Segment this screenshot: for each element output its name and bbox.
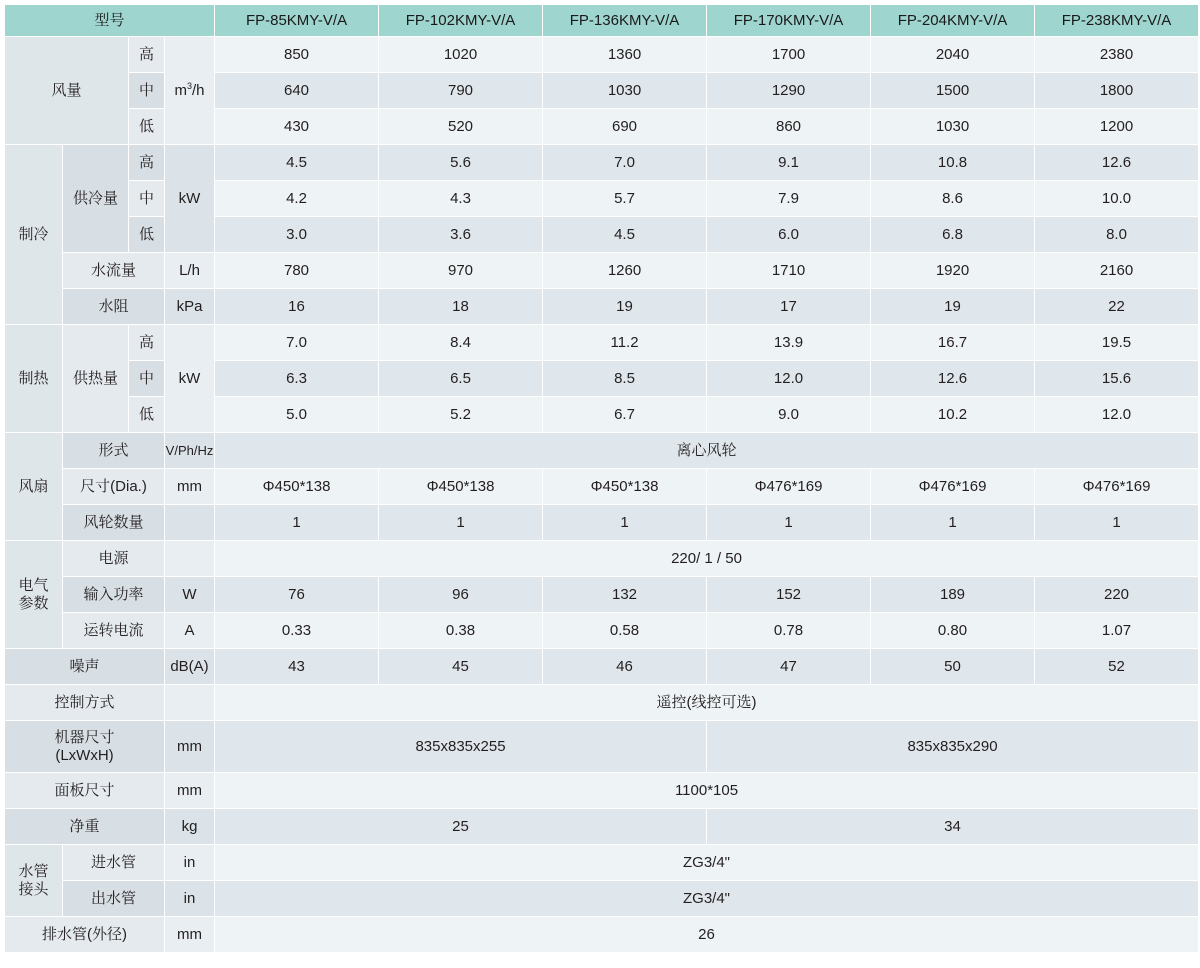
group-fan: 风扇 bbox=[5, 433, 63, 541]
unit-blank bbox=[165, 505, 215, 541]
cell-value: 430 bbox=[215, 109, 379, 145]
value-unit-size-left: 835x835x255 bbox=[215, 721, 707, 773]
cell-value: 850 bbox=[215, 37, 379, 73]
cell-value: 6.5 bbox=[379, 361, 543, 397]
value-outlet-pipe: ZG3/4" bbox=[215, 881, 1199, 917]
label-fan-count: 风轮数量 bbox=[63, 505, 165, 541]
cell-value: 1.07 bbox=[1035, 613, 1199, 649]
cell-value: Φ450*138 bbox=[379, 469, 543, 505]
row-running-current bbox=[5, 613, 1199, 649]
cell-value: 7.9 bbox=[707, 181, 871, 217]
unit-kg: kg bbox=[165, 809, 215, 845]
cell-value: 7.0 bbox=[215, 325, 379, 361]
cell-value: 0.80 bbox=[871, 613, 1035, 649]
row-inlet-pipe bbox=[5, 845, 1199, 881]
cell-value: 76 bbox=[215, 577, 379, 613]
group-electrical bbox=[5, 541, 63, 649]
row-net-weight bbox=[5, 809, 1199, 845]
row-power-supply bbox=[5, 541, 1199, 577]
label-high: 高 bbox=[129, 37, 165, 73]
cell-value: Φ450*138 bbox=[215, 469, 379, 505]
header-model-6: FP-238KMY-V/A bbox=[1035, 5, 1199, 37]
cell-value: 47 bbox=[707, 649, 871, 685]
unit-mm: mm bbox=[165, 469, 215, 505]
cell-value: 12.0 bbox=[1035, 397, 1199, 433]
cell-value: 52 bbox=[1035, 649, 1199, 685]
row-input-power bbox=[5, 577, 1199, 613]
cell-value: 10.2 bbox=[871, 397, 1035, 433]
unit-w: W bbox=[165, 577, 215, 613]
group-electrical-line2: 参数 bbox=[18, 594, 49, 612]
unit-mm: mm bbox=[165, 773, 215, 809]
unit-kw: kW bbox=[165, 325, 215, 433]
cell-value: 8.0 bbox=[1035, 217, 1199, 253]
unit-in: in bbox=[165, 845, 215, 881]
row-heating-high bbox=[5, 325, 1199, 361]
value-net-weight-right: 34 bbox=[707, 809, 1199, 845]
value-fan-type: 离心风轮 bbox=[215, 433, 1199, 469]
value-unit-size-right: 835x835x290 bbox=[707, 721, 1199, 773]
label-noise: 噪声 bbox=[5, 649, 165, 685]
row-water-flow bbox=[5, 253, 1199, 289]
cell-value: 1260 bbox=[543, 253, 707, 289]
label-unit-size bbox=[5, 721, 165, 773]
cell-value: 10.0 bbox=[1035, 181, 1199, 217]
cell-value: 11.2 bbox=[543, 325, 707, 361]
label-low: 低 bbox=[129, 217, 165, 253]
value-power-supply: 220/ 1 / 50 bbox=[215, 541, 1199, 577]
row-airflow-high bbox=[5, 37, 1199, 73]
group-electrical-line1: 电气 bbox=[18, 576, 49, 594]
label-mid: 中 bbox=[129, 181, 165, 217]
cell-value: 2160 bbox=[1035, 253, 1199, 289]
label-panel-size: 面板尺寸 bbox=[5, 773, 165, 809]
cell-value: 12.0 bbox=[707, 361, 871, 397]
cell-value: 640 bbox=[215, 73, 379, 109]
unit-dba: dB(A) bbox=[165, 649, 215, 685]
unit-airflow-suffix: /h bbox=[192, 82, 205, 99]
label-power-supply: 电源 bbox=[63, 541, 165, 577]
specification-table bbox=[4, 4, 1199, 953]
cell-value: 1200 bbox=[1035, 109, 1199, 145]
cell-value: 5.2 bbox=[379, 397, 543, 433]
cell-value: 16.7 bbox=[871, 325, 1035, 361]
label-net-weight: 净重 bbox=[5, 809, 165, 845]
label-heating-capacity: 供热量 bbox=[63, 325, 129, 433]
cell-value: 1500 bbox=[871, 73, 1035, 109]
cell-value: 9.1 bbox=[707, 145, 871, 181]
cell-value: 0.38 bbox=[379, 613, 543, 649]
cell-value: 7.0 bbox=[543, 145, 707, 181]
cell-value: 96 bbox=[379, 577, 543, 613]
cell-value: 3.0 bbox=[215, 217, 379, 253]
cell-value: 50 bbox=[871, 649, 1035, 685]
label-running-current: 运转电流 bbox=[63, 613, 165, 649]
header-model-label: 型号 bbox=[5, 5, 215, 37]
label-water-flow: 水流量 bbox=[63, 253, 165, 289]
cell-value: 4.5 bbox=[215, 145, 379, 181]
cell-value: 1 bbox=[543, 505, 707, 541]
row-fan-size bbox=[5, 469, 1199, 505]
unit-lh: L/h bbox=[165, 253, 215, 289]
cell-value: 8.5 bbox=[543, 361, 707, 397]
label-cooling-capacity: 供冷量 bbox=[63, 145, 129, 253]
value-drain-pipe: 26 bbox=[215, 917, 1199, 953]
cell-value: 0.58 bbox=[543, 613, 707, 649]
label-low: 低 bbox=[129, 397, 165, 433]
cell-value: 1920 bbox=[871, 253, 1035, 289]
value-control-mode: 遥控(线控可选) bbox=[215, 685, 1199, 721]
cell-value: 19.5 bbox=[1035, 325, 1199, 361]
cell-value: 790 bbox=[379, 73, 543, 109]
cell-value: 0.78 bbox=[707, 613, 871, 649]
cell-value: 0.33 bbox=[215, 613, 379, 649]
row-cooling-high bbox=[5, 145, 1199, 181]
cell-value: 12.6 bbox=[1035, 145, 1199, 181]
unit-kpa: kPa bbox=[165, 289, 215, 325]
cell-value: 780 bbox=[215, 253, 379, 289]
cell-value: 5.0 bbox=[215, 397, 379, 433]
cell-value: 690 bbox=[543, 109, 707, 145]
cell-value: 8.4 bbox=[379, 325, 543, 361]
cell-value: 6.8 bbox=[871, 217, 1035, 253]
value-panel-size: 1100*105 bbox=[215, 773, 1199, 809]
cell-value: 3.6 bbox=[379, 217, 543, 253]
header-model-5: FP-204KMY-V/A bbox=[871, 5, 1035, 37]
cell-value: 1700 bbox=[707, 37, 871, 73]
cell-value: 1020 bbox=[379, 37, 543, 73]
cell-value: 860 bbox=[707, 109, 871, 145]
cell-value: 5.7 bbox=[543, 181, 707, 217]
cell-value: 1 bbox=[215, 505, 379, 541]
cell-value: 4.2 bbox=[215, 181, 379, 217]
cell-value: 13.9 bbox=[707, 325, 871, 361]
cell-value: Φ476*169 bbox=[871, 469, 1035, 505]
row-drain-pipe bbox=[5, 917, 1199, 953]
cell-value: 189 bbox=[871, 577, 1035, 613]
cell-value: 6.3 bbox=[215, 361, 379, 397]
cell-value: 6.7 bbox=[543, 397, 707, 433]
group-pipe-joint bbox=[5, 845, 63, 917]
cell-value: Φ476*169 bbox=[707, 469, 871, 505]
cell-value: 8.6 bbox=[871, 181, 1035, 217]
unit-a: A bbox=[165, 613, 215, 649]
cell-value: 17 bbox=[707, 289, 871, 325]
value-inlet-pipe: ZG3/4" bbox=[215, 845, 1199, 881]
unit-in: in bbox=[165, 881, 215, 917]
row-panel-size bbox=[5, 773, 1199, 809]
label-control-mode: 控制方式 bbox=[5, 685, 165, 721]
cell-value: 4.5 bbox=[543, 217, 707, 253]
cell-value: 6.0 bbox=[707, 217, 871, 253]
unit-kw: kW bbox=[165, 145, 215, 253]
cell-value: 18 bbox=[379, 289, 543, 325]
cell-value: 1360 bbox=[543, 37, 707, 73]
cell-value: 15.6 bbox=[1035, 361, 1199, 397]
header-model-4: FP-170KMY-V/A bbox=[707, 5, 871, 37]
label-water-resistance: 水阻 bbox=[63, 289, 165, 325]
label-input-power: 输入功率 bbox=[63, 577, 165, 613]
label-fan-type: 形式 bbox=[63, 433, 165, 469]
cell-value: 1290 bbox=[707, 73, 871, 109]
cell-value: 1030 bbox=[543, 73, 707, 109]
unit-vphhz: V/Ph/Hz bbox=[165, 433, 215, 469]
label-fan-size: 尺寸(Dia.) bbox=[63, 469, 165, 505]
cell-value: 520 bbox=[379, 109, 543, 145]
cell-value: 2380 bbox=[1035, 37, 1199, 73]
label-high: 高 bbox=[129, 325, 165, 361]
cell-value: 1 bbox=[1035, 505, 1199, 541]
cell-value: 9.0 bbox=[707, 397, 871, 433]
row-unit-size bbox=[5, 721, 1199, 773]
cell-value: Φ476*169 bbox=[1035, 469, 1199, 505]
group-pipe-line2: 接头 bbox=[18, 880, 49, 898]
label-drain-pipe: 排水管(外径) bbox=[5, 917, 165, 953]
row-fan-count bbox=[5, 505, 1199, 541]
cell-value: 132 bbox=[543, 577, 707, 613]
group-airflow: 风量 bbox=[5, 37, 129, 145]
label-mid: 中 bbox=[129, 361, 165, 397]
group-pipe-line1: 水管 bbox=[18, 862, 49, 880]
cell-value: 19 bbox=[871, 289, 1035, 325]
cell-value: 10.8 bbox=[871, 145, 1035, 181]
cell-value: 22 bbox=[1035, 289, 1199, 325]
cell-value: 4.3 bbox=[379, 181, 543, 217]
label-unit-size-line2: (LxWxH) bbox=[55, 746, 114, 764]
cell-value: 43 bbox=[215, 649, 379, 685]
cell-value: 970 bbox=[379, 253, 543, 289]
cell-value: 45 bbox=[379, 649, 543, 685]
cell-value: 152 bbox=[707, 577, 871, 613]
header-model-3: FP-136KMY-V/A bbox=[543, 5, 707, 37]
cell-value: Φ450*138 bbox=[543, 469, 707, 505]
unit-mm: mm bbox=[165, 917, 215, 953]
label-inlet-pipe: 进水管 bbox=[63, 845, 165, 881]
label-outlet-pipe: 出水管 bbox=[63, 881, 165, 917]
unit-airflow-exp: 3 bbox=[186, 81, 192, 91]
cell-value: 220 bbox=[1035, 577, 1199, 613]
cell-value: 1030 bbox=[871, 109, 1035, 145]
cell-value: 46 bbox=[543, 649, 707, 685]
label-unit-size-line1: 机器尺寸 bbox=[54, 728, 115, 746]
label-low: 低 bbox=[129, 109, 165, 145]
cell-value: 1 bbox=[379, 505, 543, 541]
group-heating: 制热 bbox=[5, 325, 63, 433]
header-model-1: FP-85KMY-V/A bbox=[215, 5, 379, 37]
table-header-row bbox=[5, 5, 1199, 37]
cell-value: 1710 bbox=[707, 253, 871, 289]
unit-airflow bbox=[165, 37, 215, 145]
cell-value: 1800 bbox=[1035, 73, 1199, 109]
unit-blank bbox=[165, 685, 215, 721]
cell-value: 1 bbox=[707, 505, 871, 541]
cell-value: 16 bbox=[215, 289, 379, 325]
unit-blank bbox=[165, 541, 215, 577]
header-model-2: FP-102KMY-V/A bbox=[379, 5, 543, 37]
value-net-weight-left: 25 bbox=[215, 809, 707, 845]
cell-value: 2040 bbox=[871, 37, 1035, 73]
group-cooling: 制冷 bbox=[5, 145, 63, 325]
label-high: 高 bbox=[129, 145, 165, 181]
row-outlet-pipe bbox=[5, 881, 1199, 917]
row-noise bbox=[5, 649, 1199, 685]
unit-mm: mm bbox=[165, 721, 215, 773]
cell-value: 12.6 bbox=[871, 361, 1035, 397]
cell-value: 5.6 bbox=[379, 145, 543, 181]
cell-value: 19 bbox=[543, 289, 707, 325]
row-control-mode bbox=[5, 685, 1199, 721]
unit-airflow-prefix: m bbox=[174, 82, 187, 99]
row-fan-type bbox=[5, 433, 1199, 469]
cell-value: 1 bbox=[871, 505, 1035, 541]
row-water-resistance bbox=[5, 289, 1199, 325]
label-mid: 中 bbox=[129, 73, 165, 109]
